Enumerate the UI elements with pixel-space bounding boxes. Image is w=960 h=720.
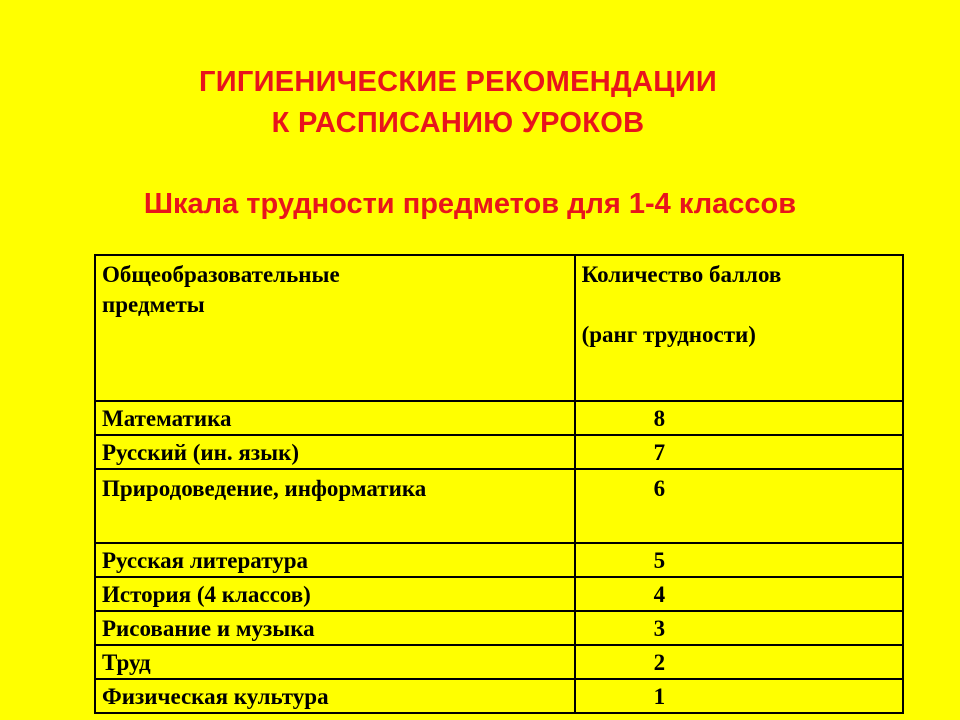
header-subjects-cell (95, 255, 575, 401)
table-row (95, 469, 903, 543)
score-cell: 2 (575, 645, 903, 679)
header-score-cell (575, 255, 903, 401)
subject-cell: История (4 классов) (95, 577, 575, 611)
header-subjects-line-1: Общеобразовательные (102, 262, 340, 287)
subject-cell: Труд (95, 645, 575, 679)
table-header-row (95, 255, 903, 401)
slide-subtitle: Шкала трудности предметов для 1-4 классов (143, 188, 797, 220)
score-cell: 8 (575, 401, 903, 435)
table-row (95, 645, 903, 679)
table-row (95, 611, 903, 645)
subject-cell: Физическая культура (95, 679, 575, 713)
slide-title-line-2: К РАСПИСАНИЮ УРОКОВ (271, 107, 645, 139)
table-row (95, 401, 903, 435)
table-row (95, 543, 903, 577)
slide-title-line-1: ГИГИЕНИЧЕСКИЕ РЕКОМЕНДАЦИИ (199, 66, 717, 98)
header-subjects-line-2: предметы (102, 292, 205, 317)
subject-cell: Природоведение, информатика (95, 469, 575, 543)
score-cell: 7 (575, 435, 903, 469)
subject-cell: Математика (95, 401, 575, 435)
score-cell: 6 (575, 469, 903, 543)
score-cell: 5 (575, 543, 903, 577)
table-row (95, 679, 903, 713)
score-cell: 4 (575, 577, 903, 611)
header-score-line-2: (ранг трудности) (581, 322, 756, 347)
score-cell: 3 (575, 611, 903, 645)
table-row (95, 577, 903, 611)
subject-cell: Рисование и музыка (95, 611, 575, 645)
table-row (95, 435, 903, 469)
subject-cell: Русская литература (95, 543, 575, 577)
header-score-line-1: Количество баллов (581, 262, 782, 287)
difficulty-scale-table (94, 254, 904, 714)
subject-cell: Русский (ин. язык) (95, 435, 575, 469)
score-cell: 1 (575, 679, 903, 713)
